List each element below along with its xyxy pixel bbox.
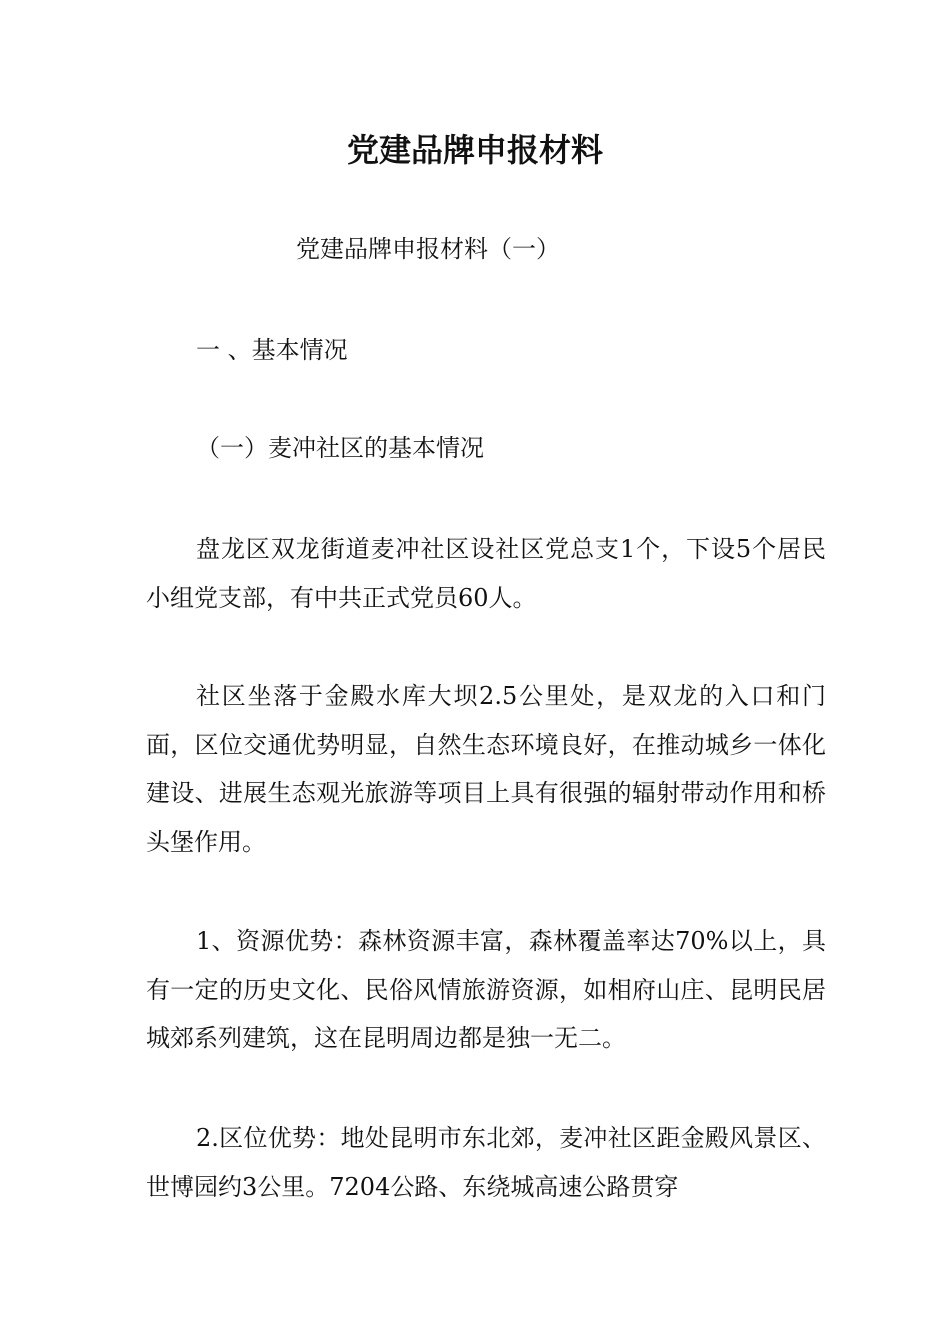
document-subtitle: 党建品牌申报材料（一） — [296, 235, 560, 263]
document-title: 党建品牌申报材料 — [346, 131, 603, 169]
section-heading: 一 、基本情况 — [196, 336, 348, 364]
subsection-heading: （一）麦冲社区的基本情况 — [196, 434, 484, 462]
paragraph-party-organization: 盘龙区双龙街道麦冲社区设社区党总支1个，下设5个居民小组党支部，有中共正式党员60人。 — [146, 535, 826, 612]
paragraph-resource-advantage: 1、资源优势：森林资源丰富，森林覆盖率达70%以上，具有一定的历史文化、民俗风情旅游资源，如相府山庄、昆明民居城郊系列建筑，这在昆明周边都是独一无二。 — [146, 927, 826, 1052]
paragraph-location-advantage: 2.区位优势：地处昆明市东北郊，麦冲社区距金殿风景区、世博园约3公里。7204公路、东绕城高速公路贯穿 — [146, 1124, 826, 1201]
paragraph-location: 社区坐落于金殿水库大坝2.5公里处，是双龙的入口和门面，区位交通优势明显，自然生态环境良好，在推动城乡一体化建设、进展生态观光旅游等项目上具有很强的辐射带动作用和桥头堡作用。 — [146, 682, 826, 856]
